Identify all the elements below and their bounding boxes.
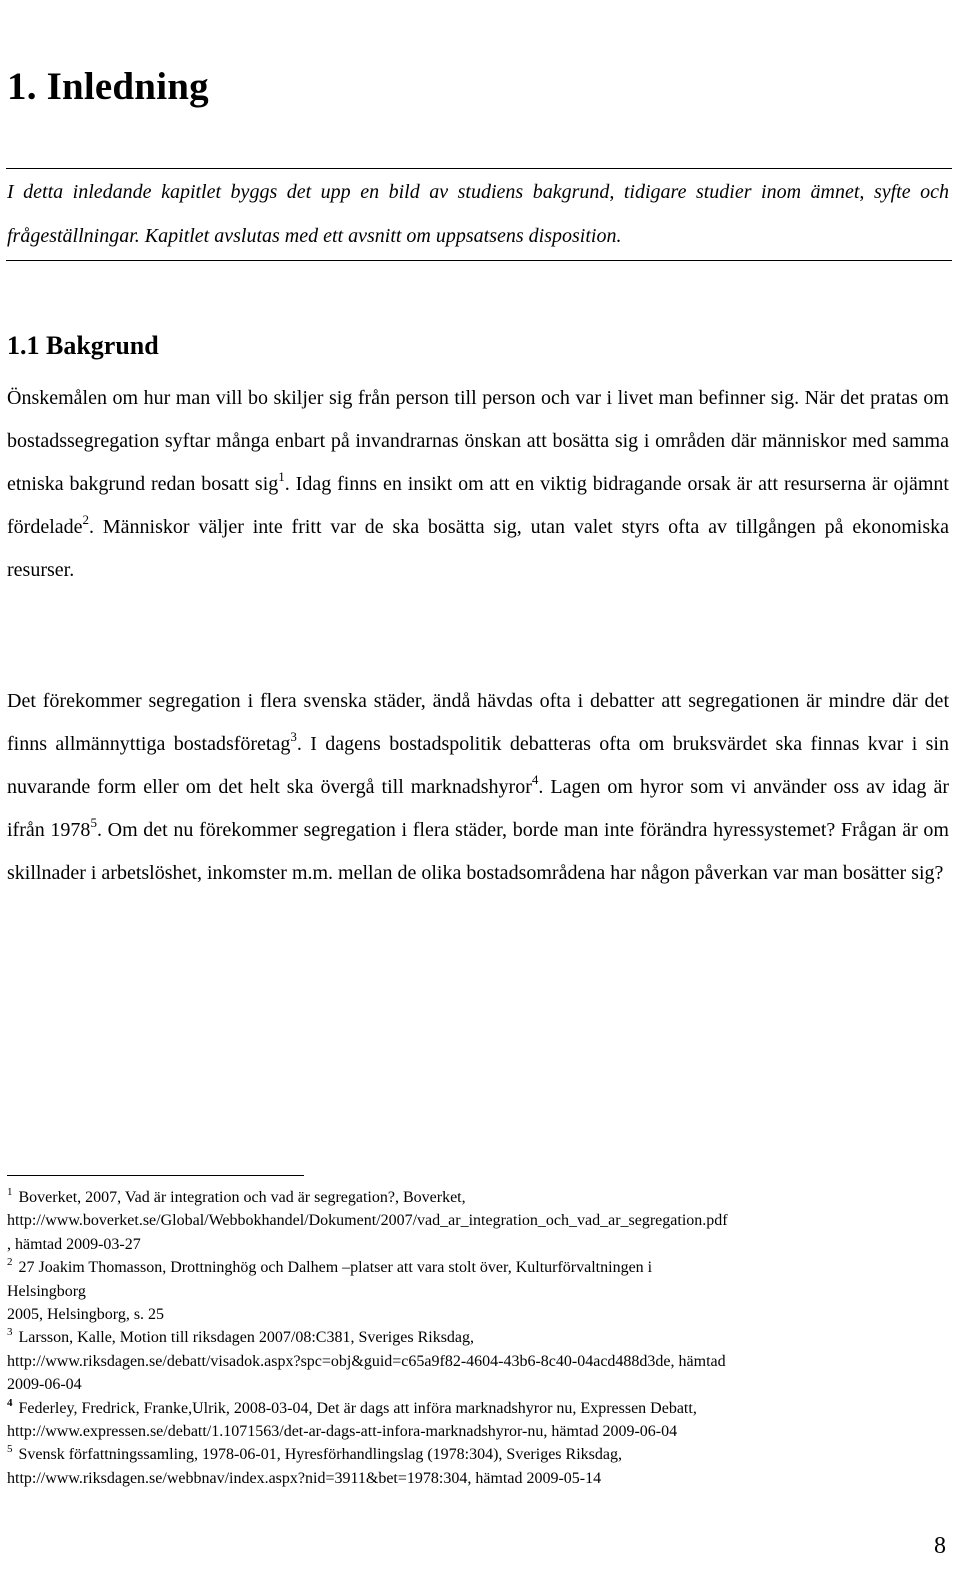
text-run: . Lagen om hyror som vi använder oss av idag är ifrån 1978 — [7, 776, 949, 841]
footnote-4 — [7, 1397, 952, 1420]
footnote-ref-2[interactable]: 2 — [82, 512, 90, 527]
section-heading: 1.1 Bakgrund — [7, 331, 159, 360]
footnote-3 — [7, 1326, 952, 1349]
footnote-text: Svensk författningssamling, 1978-06-01, Hyresförhandlingslag (1978:304), Sveriges Riksdag, — [18, 1446, 622, 1464]
footnotes — [7, 1186, 952, 1490]
footnote-3-url[interactable]: http://www.riksdagen.se/debatt/visadok.aspx?spc=obj&guid=c65a9f82-4604-43b6-8c40-04acd488d3de, hämtad — [7, 1352, 726, 1370]
footnote-1-url[interactable]: http://www.boverket.se/Global/Webbokhandel/Dokument/2007/vad_ar_integration_och_vad_ar_segregation.pdf — [7, 1212, 728, 1230]
bottom-rule — [6, 260, 952, 261]
footnote-4-url[interactable]: http://www.expressen.se/debatt/1.1071563/det-ar-dags-att-infora-marknadshyror-nu, hämtad 2009-06-04 — [7, 1423, 678, 1441]
footnote-ref-4[interactable]: 4 — [531, 772, 539, 787]
footnote-text: 27 Joakim Thomasson, Drottninghög och Dalhem –platser att vara stolt över, Kulturförvaltningen i — [18, 1259, 653, 1277]
text-run: . Om det nu förekommer segregation i flera städer, borde man inte förändra hyressystemet? Frågan är om skillnader i arbetslöshet, inkomster m.m. mellan de olika bostadsområdena har någon påverkan var man bosätter sig? — [7, 819, 949, 884]
footnote-text: Larsson, Kalle, Motion till riksdagen 2007/08:C381, Sveriges Riksdag, — [18, 1329, 475, 1347]
footnote-number: 1 — [7, 1186, 13, 1198]
footnote-2-line-2: Helsingborg — [7, 1282, 86, 1300]
text-run: . Idag finns en insikt om att en viktig bidragande orsak är att resurserna är ojämnt fördelade — [7, 473, 949, 538]
footnote-1-date: , hämtad 2009-03-27 — [7, 1235, 141, 1253]
footnote-separator — [7, 1175, 304, 1176]
footnote-number: 5 — [7, 1443, 13, 1456]
footnote-5 — [7, 1443, 952, 1466]
footnote-ref-1[interactable]: 1 — [278, 469, 285, 484]
page-number: 8 — [934, 1533, 946, 1559]
footnote-3-date: 2009-06-04 — [7, 1376, 82, 1394]
footnote-text: Boverket, 2007, Vad är integration och vad är segregation?, Boverket, — [18, 1189, 466, 1206]
text-run: . I dagens bostadspolitik debatteras ofta om bruksvärdet ska finnas kvar i sin nuvarande form eller om det helt ska övergå till marknadshyror — [7, 733, 949, 798]
footnote-1 — [7, 1186, 952, 1209]
footnote-number: 4 — [7, 1396, 13, 1409]
text-run: Det förekommer segregation i flera svenska städer, ändå hävdas ofta i debatter att segregationen är mindre där det finns allmännyttiga bostadsföretag — [7, 690, 949, 755]
footnote-ref-3[interactable]: 3 — [290, 729, 297, 744]
footnote-number: 2 — [7, 1256, 13, 1269]
footnote-5-url[interactable]: http://www.riksdagen.se/webbnav/index.aspx?nid=3911&bet=1978:304, hämtad 2009-05-14 — [7, 1469, 602, 1487]
footnote-number: 3 — [7, 1326, 13, 1339]
chapter-heading: 1. Inledning — [7, 65, 209, 108]
top-rule — [6, 168, 952, 169]
footnote-2-line-3: 2005, Helsingborg, s. 25 — [7, 1306, 165, 1324]
chapter-intro: I detta inledande kapitlet byggs det upp en bild av studiens bakgrund, tidigare studier inom ämnet, syfte och frågeställningar. Kapitlet avslutas med ett avsnitt om uppsatsens disposition. — [7, 181, 949, 247]
footnote-ref-5[interactable]: 5 — [90, 815, 97, 830]
footnote-text: Federley, Fredrick, Franke,Ulrik, 2008-03-04, Det är dags att införa marknadshyror nu, Expressen Debatt, — [18, 1399, 697, 1417]
text-run: Önskemålen om hur man vill bo skiljer sig från person till person och var i livet man befinner sig. När det pratas om bostadssegregation syftar många enbart på invandrarnas önskan att bosätta sig i områden där människor med samma etniska bakgrund redan bosatt sig — [7, 387, 949, 495]
paragraph-background-1 — [7, 377, 949, 592]
text-run: . Människor väljer inte fritt var de ska bosätta sig, utan valet styrs ofta av tillgången på ekonomiska resurser. — [7, 516, 949, 581]
footnote-2 — [7, 1256, 952, 1279]
paragraph-background-2 — [7, 680, 949, 895]
